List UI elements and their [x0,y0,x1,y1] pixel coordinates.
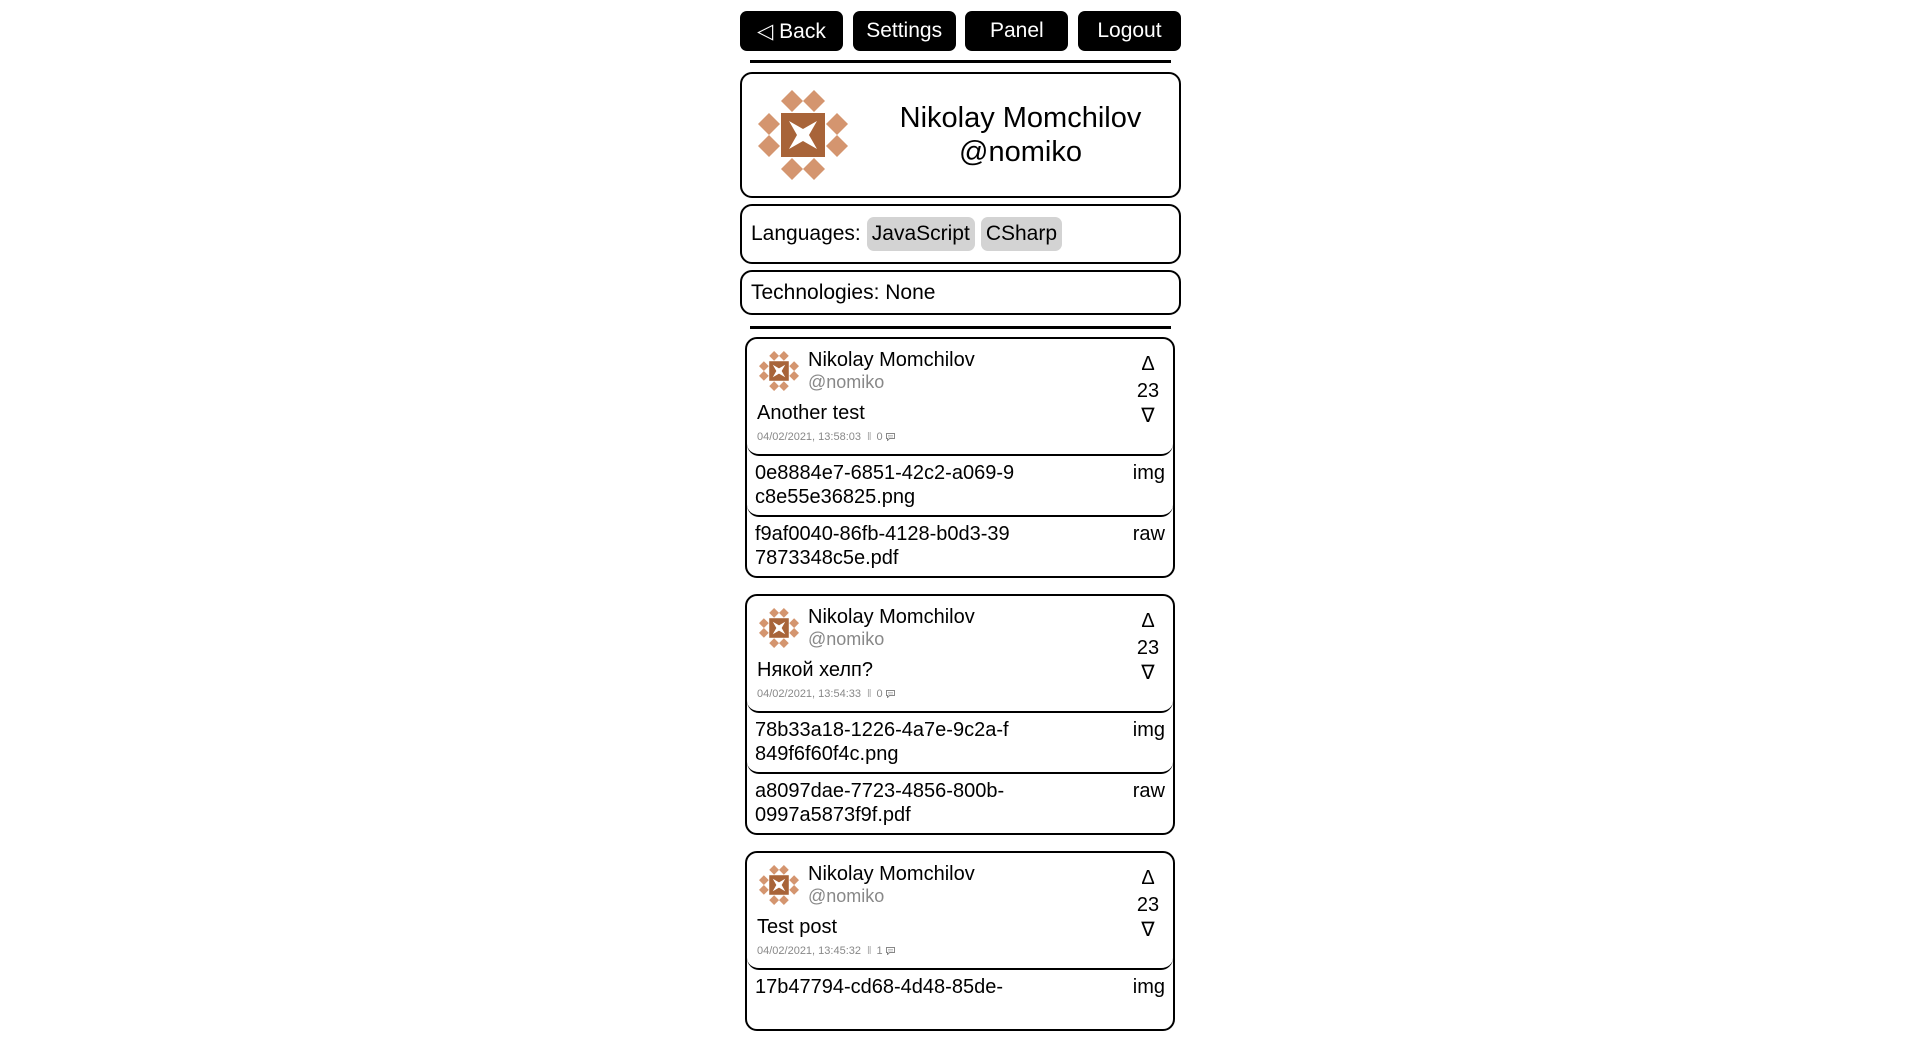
language-tag: JavaScript [867,217,975,251]
identicon-shape [779,638,789,648]
identicon-shape [758,113,780,135]
post-meta [757,945,895,957]
identicon-shape [758,135,780,157]
attachment-name[interactable]: 17b47794-cd68-4d48-85de- [755,976,1003,998]
identicon-shape [759,628,769,638]
vote-controls [1133,349,1163,431]
post-title[interactable]: Another test [757,402,865,424]
identicon-shape [759,618,769,628]
identicon-shape [826,135,848,157]
comment-icon [886,947,895,955]
post-list [745,337,1175,1031]
identicon-shape [803,90,825,112]
score: 23 [1136,380,1160,402]
identicon-shape [779,381,789,391]
identicon-shape [769,351,779,361]
identicon-shape [779,608,789,618]
score: 23 [1136,637,1160,659]
comment-icon [886,690,895,698]
attachment-item[interactable] [747,774,1173,833]
post-title[interactable]: Някой хелп? [757,659,873,681]
upvote-button[interactable]: Δ [1141,353,1155,375]
attachment-type: img [1132,719,1165,741]
attachment-name[interactable]: 78b33a18-1226-4a7e-9c2a-f849f6f60f4c.png [755,719,1009,765]
identicon-shape [769,381,779,391]
attachment-type: img [1132,462,1165,484]
attachment-item[interactable] [747,713,1173,774]
comment-count: 1 [876,945,883,957]
post-handle: @nomiko [808,886,885,906]
identicon-shape [803,158,825,180]
post-meta [757,688,895,700]
identicon-shape [789,361,799,371]
post-card[interactable] [745,851,1175,1031]
vote-controls [1133,606,1163,688]
identicon-shape [781,158,803,180]
languages-card [740,204,1181,264]
post-author[interactable]: Nikolay Momchilov [808,606,975,628]
technologies-card [740,270,1181,315]
post-header [747,853,1173,970]
attachment-type: raw [1132,523,1165,545]
identicon-shape [769,608,779,618]
profile-name: Nikolay Momchilov [899,102,1142,134]
upvote-button[interactable]: Δ [1141,867,1155,889]
comment-count: 0 [876,688,883,700]
attachment-name[interactable]: 0e8884e7-6851-42c2-a069-9c8e55e36825.png [755,462,1015,508]
identicon-shape [789,618,799,628]
attachment-item[interactable] [747,517,1173,576]
identicon-shape [779,351,789,361]
identicon-shape [789,371,799,381]
identicon-shape [759,885,769,895]
post-card[interactable] [745,594,1175,835]
attachment-item[interactable] [747,456,1173,517]
attachment-type: raw [1132,780,1165,802]
panel-button[interactable]: Panel [965,11,1068,51]
post-author[interactable]: Nikolay Momchilov [808,349,975,371]
upvote-button[interactable]: Δ [1141,610,1155,632]
profile-card [740,72,1181,198]
attachment-name[interactable]: a8097dae-7723-4856-800b-0997a5873f9f.pdf [755,780,1005,826]
identicon-shape [759,875,769,885]
post-avatar [759,865,799,905]
post-date: 04/02/2021, 13:45:32 [757,945,861,957]
vote-controls [1133,863,1163,945]
comment-icon [886,433,895,441]
divider [750,60,1171,63]
technologies-label: Technologies: None [751,280,936,304]
post-header [747,596,1173,713]
post-title[interactable]: Test post [757,916,838,938]
identicon-shape [769,865,779,875]
top-nav [740,11,1181,51]
downvote-button[interactable]: ∇ [1141,919,1155,941]
language-tag: CSharp [981,217,1062,251]
attachment-name[interactable]: f9af0040-86fb-4128-b0d3-397873348c5e.pdf [755,523,1010,569]
logout-button[interactable]: Logout [1078,11,1181,51]
post-handle: @nomiko [808,629,885,649]
settings-button[interactable]: Settings [853,11,956,51]
downvote-button[interactable]: ∇ [1141,662,1155,684]
back-button[interactable]: ◁ Back [740,11,843,51]
profile-handle: @nomiko [959,136,1082,168]
post-meta [757,431,895,443]
post-author[interactable]: Nikolay Momchilov [808,863,975,885]
attachment-type: img [1132,976,1165,998]
separator: ‖ [866,431,871,443]
post-avatar [759,351,799,391]
identicon-shape [789,875,799,885]
identicon-shape [789,885,799,895]
separator: ‖ [866,688,871,700]
identicon-shape [759,361,769,371]
avatar [758,90,848,180]
identicon-shape [759,371,769,381]
post-header [747,339,1173,456]
identicon-shape [781,90,803,112]
identicon-shape [789,628,799,638]
post-avatar [759,608,799,648]
divider [750,326,1171,329]
attachment-item[interactable] [747,970,1173,1029]
separator: ‖ [866,945,871,957]
page [740,11,1181,1047]
identicon-shape [779,895,789,905]
post-card[interactable] [745,337,1175,578]
identicon-shape [769,895,779,905]
identicon-shape [769,638,779,648]
identicon-shape [826,113,848,135]
profile-names [862,101,1179,169]
identicon-shape [779,865,789,875]
score: 23 [1136,894,1160,916]
comment-count: 0 [876,431,883,443]
languages-label: Languages: [751,222,861,245]
downvote-button[interactable]: ∇ [1141,405,1155,427]
post-date: 04/02/2021, 13:54:33 [757,688,861,700]
post-date: 04/02/2021, 13:58:03 [757,431,861,443]
post-handle: @nomiko [808,372,885,392]
